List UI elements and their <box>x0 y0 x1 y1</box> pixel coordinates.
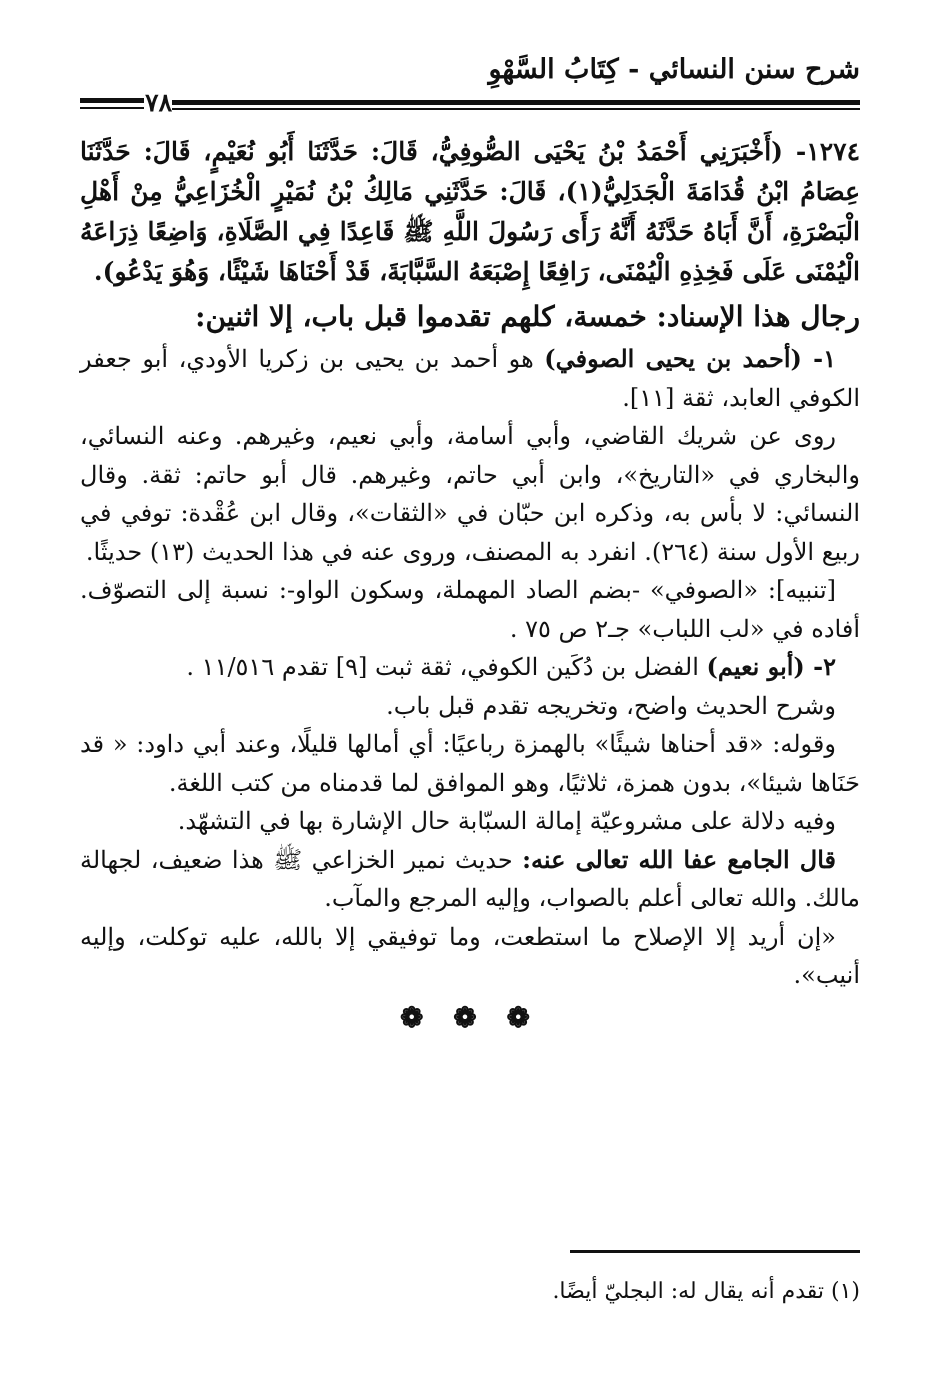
paragraph-explanation: وشرح الحديث واضح، وتخريجه تقدم قبل باب. <box>386 691 836 720</box>
ruling-lead: قال الجامع عفا الله تعالى عنه: <box>522 844 837 874</box>
footnote: (١) تقدم أنه يقال له: البجليّ أيضًا. <box>552 1279 860 1304</box>
paragraph-wording: وقوله: «قد أحناها شيئًا» بالهمزة رباعيًا: أي أمالها قليلًا، وعند أبي داود: « قد حَنَاها شيئا»، بدون همزة، ثلاثيًا، وهو الموافق لما قدمناه من كتب اللغة. <box>80 730 860 797</box>
paragraph-evidence: وفيه دلالة على مشروعيّة إمالة السبّابة حال الإشارة بها في التشهّد. <box>177 807 836 835</box>
page-body <box>80 132 860 1037</box>
narrators-heading: رجال هذا الإسناد: خمسة، كلهم تقدموا قبل باب، إلا اثنين: <box>195 300 860 333</box>
hadith-number: ١٢٧٤- <box>795 137 860 166</box>
narrator-2-desc: الفضل بن دُكَين الكوفي، ثقة ثبت [٩] تقدم ١١/٥١٦ . <box>186 653 707 681</box>
narrator-1 <box>80 340 860 417</box>
narrator-2-name: ٢- (أبو نعيم) <box>706 652 836 681</box>
paragraph-closing-quote: «إن أريد إلا الإصلاح ما استطعت، وما توفيقي إلا بالله، عليه توكلت، وإليه أنيب». <box>80 922 860 989</box>
paragraph-narrations: روى عن شريك القاضي، وأبي أسامة، وأبي نعيم، وغيرهم. وعنه النسائي، والبخاري في «التاريخ»، وابن أبي حاتم، وغيرهم. قال أبو حاتم: ثقة. وقال النسائي: لا بأس به، وذكره ابن حبّان في «الثقات»، وقال ابن عُقْدة: توفي في ربيع الأول سنة (٢٦٤). انفرد به المصنف، وروى عنه في هذا الحديث (١٣) حديثًا. <box>80 422 860 566</box>
ruling-text: حديث نمير الخزاعي ﷺ هذا ضعيف، لجهالة مالك. والله تعالى أعلم بالصواب، وإليه المرجع والمآب. <box>80 845 860 912</box>
footnote-rule <box>570 1250 860 1253</box>
header-rule-left-thin <box>80 107 144 109</box>
header-rule-thick <box>170 100 860 105</box>
header-rule-thin <box>170 108 860 110</box>
narrator-2 <box>80 648 860 687</box>
page-number: ٧٨ <box>145 88 172 117</box>
section-separator-stars: ❁ ❁ ❁ <box>400 1000 540 1034</box>
paragraph-note: [تنبيه]: «الصوفي» -بضم الصاد المهملة، وسكون الواو-: نسبة إلى التصوّف. أفاده في «لب اللباب» جـ٢ ص ٧٥ . <box>80 576 860 643</box>
paragraph-ruling <box>80 841 860 918</box>
header-rule-left-thick <box>80 98 144 103</box>
hadith-body: (أَخْبَرَنِي أَحْمَدُ بْنُ يَحْيَى الصُّوفِيُّ، قَالَ: حَدَّثَنَا أَبُو نُعَيْمٍ، قَالَ: حَدَّثَنَا عِصَامُ ابْنُ قُدَامَةَ الْجَدَلِيُّ(١)، قَالَ: حَدَّثَنِي مَالِكُ بْنُ نُمَيْرٍ الْخُزَاعِيُّ مِنْ أَهْلِ الْبَصْرَةِ، أَنَّ أَبَاهُ حَدَّثَهُ أَنَّهُ رَأَى رَسُولَ اللَّهِ ﷺ قَاعِدًا فِي الصَّلَاةِ، وَاضِعًا ذِرَاعَهُ الْيُمْنَى عَلَى فَخِذِهِ الْيُمْنَى، رَافِعًا إِصْبَعَهُ السَّبَّابَةَ، قَدْ أَحْنَاهَا شَيْئًا، وَهُوَ يَدْعُو). <box>80 137 860 286</box>
hadith-text <box>80 132 860 292</box>
narrator-1-name: ١- (أحمد بن يحيى الصوفي) <box>544 344 836 373</box>
running-title: شرح سنن النسائي - كِتَابُ السَّهْوِ <box>488 54 860 85</box>
narrator-1-desc: هو أحمد بن يحيى بن زكريا الأودي، أبو جعفر الكوفي العابد، ثقة [١١]. <box>80 345 860 412</box>
page-header <box>80 50 860 117</box>
